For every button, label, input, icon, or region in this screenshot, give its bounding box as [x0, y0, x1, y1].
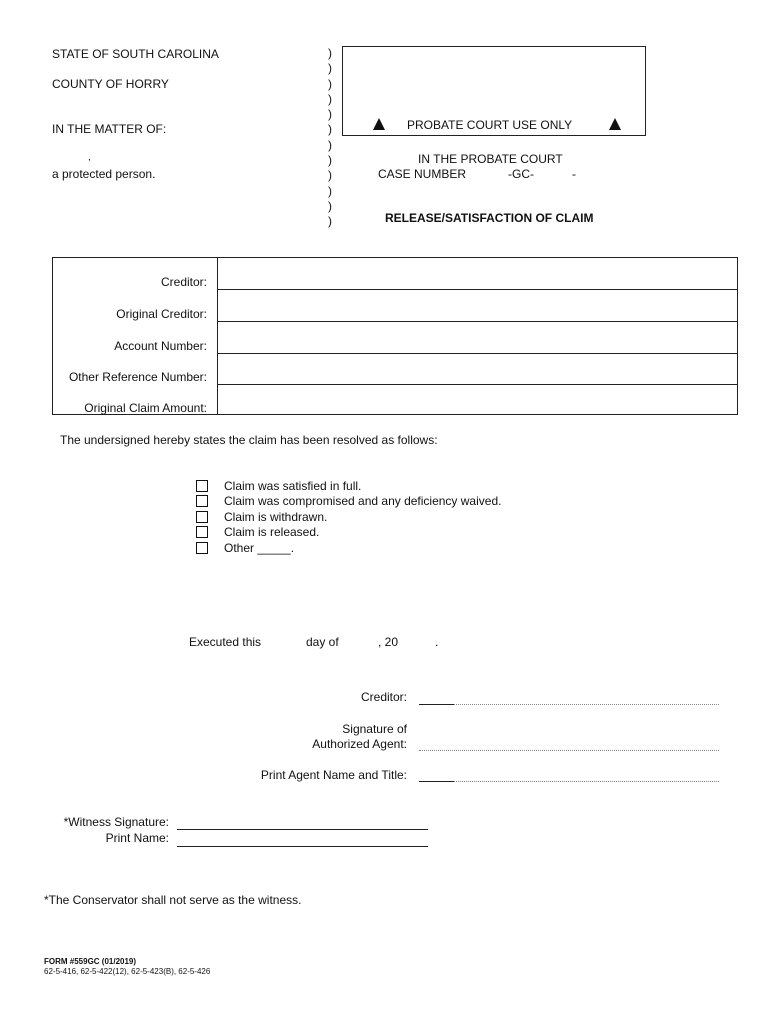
- conservator-footnote: *The Conservator shall not serve as the witness.: [44, 893, 302, 907]
- up-triangle-icon: [373, 118, 385, 130]
- case-number-dash: -: [572, 167, 576, 181]
- up-triangle-icon: [609, 118, 621, 130]
- other-blank[interactable]: _____.: [257, 541, 295, 555]
- witness-signature-line[interactable]: [177, 829, 428, 830]
- resolution-intro: The undersigned hereby states the claim has been resolved as follows:: [60, 433, 438, 447]
- print-agent-label: Print Agent Name and Title:: [260, 768, 407, 782]
- checkbox[interactable]: [196, 542, 208, 554]
- witness-print-name-label: Print Name:: [105, 831, 169, 845]
- other-reference-label: Other Reference Number:: [68, 370, 207, 384]
- creditor-label: Creditor:: [160, 275, 207, 289]
- print-agent-line[interactable]: [419, 781, 719, 782]
- county-label: COUNTY OF HORRY: [52, 77, 169, 91]
- name-comma: ,: [88, 152, 91, 163]
- caption-divider: ) ) ) ) ) ) ) ) ) ) ) ): [328, 46, 332, 229]
- checkbox[interactable]: [196, 526, 208, 538]
- signature-of-label: Signature of: [342, 722, 407, 736]
- creditor-signature-line[interactable]: [419, 704, 719, 705]
- creditor-sig-label: Creditor:: [360, 690, 407, 704]
- state-label: STATE OF SOUTH CAROLINA: [52, 47, 219, 61]
- executed-year-prefix: , 20: [378, 635, 399, 649]
- court-use-label: PROBATE COURT USE ONLY: [407, 118, 573, 132]
- checkbox[interactable]: [196, 480, 208, 492]
- protected-person-label: a protected person.: [52, 167, 156, 181]
- checkbox[interactable]: [196, 495, 208, 507]
- executed-prefix: Executed this: [189, 635, 262, 649]
- probate-court-use-box: [342, 46, 646, 136]
- authorized-agent-label: Authorized Agent:: [312, 737, 407, 751]
- statute-references: 62-5-416, 62-5-422(12), 62-5-423(B), 62-5-426: [44, 967, 211, 976]
- executed-day-of: day of: [306, 635, 339, 649]
- original-claim-amount-label: Original Claim Amount:: [84, 401, 207, 415]
- case-number-gc: -GC-: [508, 167, 534, 181]
- form-title: RELEASE/SATISFACTION OF CLAIM: [385, 211, 594, 225]
- original-creditor-label: Original Creditor:: [116, 307, 207, 321]
- matter-label: IN THE MATTER OF:: [52, 122, 167, 136]
- agent-signature-line[interactable]: [419, 750, 719, 751]
- form-number: FORM #559GC (01/2019): [44, 957, 137, 966]
- account-number-label: Account Number:: [114, 339, 207, 353]
- case-number-label: CASE NUMBER: [378, 167, 467, 181]
- witness-signature-label: *Witness Signature:: [63, 815, 169, 829]
- witness-print-name-line[interactable]: [177, 846, 428, 847]
- claim-info-table: [52, 257, 738, 415]
- probate-court-label: IN THE PROBATE COURT: [418, 152, 563, 166]
- executed-end: .: [435, 635, 439, 649]
- checkbox[interactable]: [196, 511, 208, 523]
